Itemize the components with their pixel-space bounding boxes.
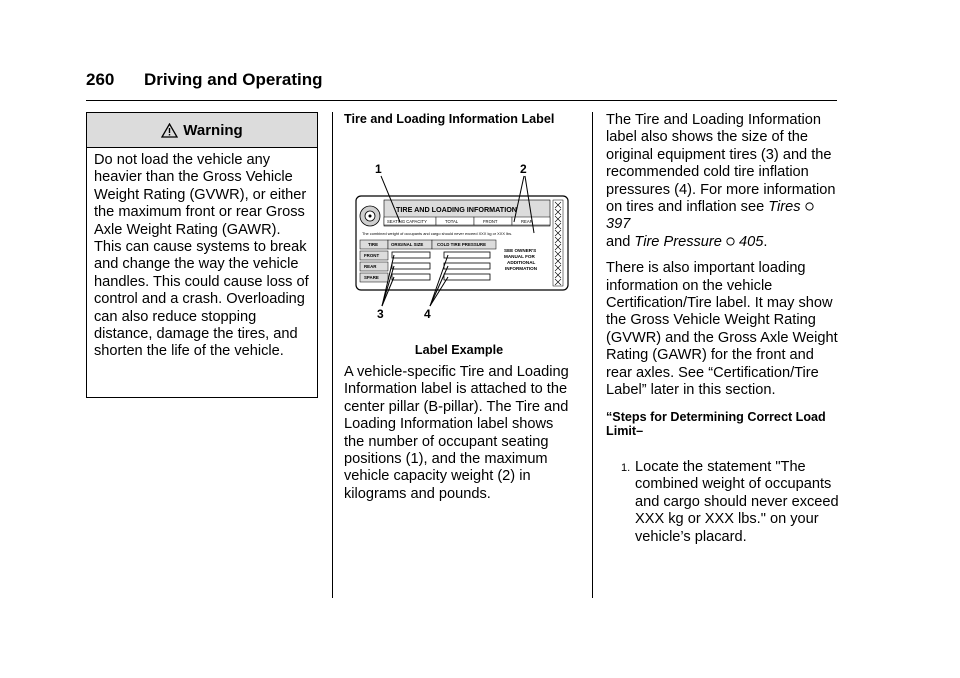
owners-manual-line-3: ADDITIONAL (507, 260, 536, 265)
tires-page-ref[interactable]: 397 (606, 216, 631, 233)
callout-2: 2 (520, 162, 527, 176)
page-reference-icon (805, 202, 814, 211)
label-details-paragraph: The Tire and Loading Information label also shows the size of the original equipment tires (3) and the recommended cold tire inflation pressures (4). For more information on tires and inflation see Tires 397 and Tire Pressure 405. (606, 112, 836, 250)
owners-manual-line-1: SEE OWNER'S (504, 248, 537, 253)
step-1-number: 1. (621, 462, 631, 474)
load-limit-subheading: “Steps for Determining Correct Load Limit– (606, 409, 826, 438)
cold-tire-pressure-header: COLD TIRE PRESSURE (437, 242, 487, 247)
page-reference-icon (726, 237, 735, 246)
callout-3: 3 (377, 307, 384, 321)
label-details-text: The Tire and Loading Information label also shows the size of the original equipment tires (3) and the recommended cold tire inflation pressures (4). For more information on tires and inflation see (606, 112, 836, 216)
callout-1: 1 (375, 162, 382, 176)
tire-row-front: FRONT (364, 253, 380, 258)
original-size-header: ORIGINAL SIZE (391, 242, 424, 247)
tire-row-spare: SPARE (364, 275, 379, 280)
tires-reference-link[interactable]: Tires (768, 199, 801, 216)
certification-paragraph: There is also important loading information on the vehicle Certification/Tire label. It may show the Gross Vehicle Weight Rating (GVWR) and the Gross Axle Weight Rating (GAWR) for the front and rear axles. See “Certification/Tire Label” later in this section. (606, 260, 838, 399)
tire-label-subheading: Tire and Loading Information Label (344, 112, 555, 126)
warning-box (86, 112, 318, 398)
tire-loading-label-figure (344, 156, 574, 326)
seating-capacity-cell: SEATING CAPACITY (387, 219, 427, 224)
owners-manual-line-2: MANUAL FOR (504, 254, 535, 259)
warning-header (87, 113, 317, 148)
tire-pressure-page-ref[interactable]: 405 (739, 233, 764, 250)
column-divider-1 (332, 112, 333, 598)
section-title: Driving and Operating (144, 70, 323, 89)
warning-text: Do not load the vehicle any heavier than the Gross Vehicle Weight Rating (GVWR), or either the maximum front or rear Gross Axle Weight Rating (GAWR). This can cause systems to break and change the way the vehicle handles. This could cause loss of control and a crash. Overloading can also reduce stopping distance, damage the tires, and shorten the life of the vehicle. (94, 152, 309, 360)
tire-row-rear: REAR (364, 264, 377, 269)
page-header (86, 70, 837, 101)
front-cell: FRONT (483, 219, 498, 224)
column-divider-2 (592, 112, 593, 598)
tire-pressure-reference-link[interactable]: Tire Pressure (634, 233, 722, 250)
warning-title: Warning (183, 121, 243, 139)
page-number: 260 (86, 70, 115, 89)
column-3 (606, 112, 842, 438)
total-cell: TOTAL (445, 219, 459, 224)
column-2-heading (344, 112, 572, 126)
owners-manual-line-4: INFORMATION (505, 266, 538, 271)
callout-4: 4 (424, 307, 431, 321)
tire-label-paragraph: A vehicle-specific Tire and Loading Information label is attached to the center pillar (B-pillar). The Tire and Loading Information label shows the number of occupant seating positions (1), and the maximum vehicle capacity weight (2) in kilograms and pounds. (344, 364, 569, 502)
warning-triangle-icon (161, 123, 178, 138)
rear-cell: REAR (521, 219, 533, 224)
and-word: and (606, 233, 631, 250)
tire-label-illustration (344, 156, 574, 326)
combined-weight-text: The combined weight of occupants and cargo should never exceed XXX kg or XXX lbs. (362, 231, 513, 236)
label-title: TIRE AND LOADING INFORMATION (396, 205, 517, 214)
barcode (553, 200, 563, 286)
tire-emblem-icon (360, 206, 380, 226)
figure-caption: Label Example (414, 343, 504, 357)
tire-column-header: TIRE (368, 242, 379, 247)
step-1-text: Locate the statement "The combined weight of occupants and cargo should never exceed XXX kg or XXX lbs." on your vehicle’s placard. (635, 459, 839, 545)
step-1 (621, 459, 841, 546)
